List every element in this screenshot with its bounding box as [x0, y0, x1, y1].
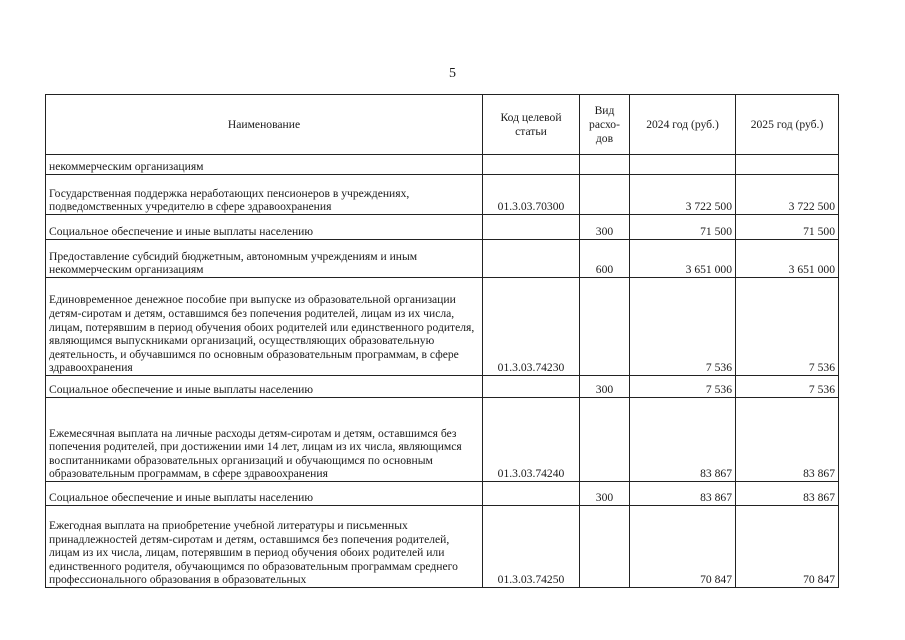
row-2025: 3 722 500	[736, 175, 839, 215]
row-type	[580, 398, 630, 482]
table-row	[46, 376, 839, 398]
row-name: Государственная поддержка неработающих пенсионеров в учреждениях, подведомственных учредителю в сфере здравоохранения	[46, 175, 483, 215]
row-2024: 71 500	[630, 215, 736, 240]
row-2025: 71 500	[736, 215, 839, 240]
row-type	[580, 278, 630, 376]
row-code: 01.3.03.74250	[483, 506, 580, 588]
row-type: 300	[580, 376, 630, 398]
row-name: Социальное обеспечение и иные выплаты населению	[46, 482, 483, 506]
row-2025: 83 867	[736, 398, 839, 482]
table-row	[46, 398, 839, 482]
header-2024: 2024 год (руб.)	[630, 95, 736, 155]
row-type	[580, 506, 630, 588]
row-name: Ежегодная выплата на приобретение учебной литературы и письменных принадлежностей детям-сиротам и детям, оставшимся без попечения родителей, лицам из их числа, лицам, потерявшим в период обучения обоих родителей или единственного родителя, обучающимся по образовательным программам среднего профессионального образования в образовательных	[46, 506, 483, 588]
row-2024: 7 536	[630, 376, 736, 398]
row-2024	[630, 155, 736, 175]
row-type: 300	[580, 215, 630, 240]
table-row	[46, 155, 839, 175]
table-row	[46, 506, 839, 588]
row-2025: 7 536	[736, 278, 839, 376]
table-row	[46, 482, 839, 506]
table-row	[46, 240, 839, 278]
budget-table	[45, 94, 839, 588]
table-row	[46, 278, 839, 376]
row-code	[483, 376, 580, 398]
row-code	[483, 215, 580, 240]
row-2024: 83 867	[630, 482, 736, 506]
header-2025: 2025 год (руб.)	[736, 95, 839, 155]
row-type	[580, 175, 630, 215]
row-2025	[736, 155, 839, 175]
header-code: Код целевой статьи	[483, 95, 580, 155]
table-row	[46, 175, 839, 215]
row-type: 300	[580, 482, 630, 506]
row-name: Социальное обеспечение и иные выплаты населению	[46, 376, 483, 398]
row-2024: 3 651 000	[630, 240, 736, 278]
row-name: Единовременное денежное пособие при выпуске из образовательной организации детям-сиротам и детям, оставшимся без попечения родителей, лицам из их числа, лицам, потерявшим в период обучения обоих родителей или единственного родителя, являющимся выпускниками организаций, осуществляющих образовательную деятельность, и обучавшимся по основным образовательным программам, в сфере здравоохранения	[46, 278, 483, 376]
row-name: некоммерческим организациям	[46, 155, 483, 175]
row-code: 01.3.03.74230	[483, 278, 580, 376]
row-2025: 70 847	[736, 506, 839, 588]
row-type: 600	[580, 240, 630, 278]
row-code: 01.3.03.74240	[483, 398, 580, 482]
row-2024: 70 847	[630, 506, 736, 588]
row-2024: 3 722 500	[630, 175, 736, 215]
row-code	[483, 240, 580, 278]
table-header-row	[46, 95, 839, 155]
row-name: Социальное обеспечение и иные выплаты населению	[46, 215, 483, 240]
row-code	[483, 482, 580, 506]
row-2025: 3 651 000	[736, 240, 839, 278]
header-type: Вид расхо-дов	[580, 95, 630, 155]
row-2024: 83 867	[630, 398, 736, 482]
row-name: Ежемесячная выплата на личные расходы детям-сиротам и детям, оставшимся без попечения родителей, при достижении ими 14 лет, лицам из их числа, являющимся воспитанниками образовательных организаций и обучающимся по основным образовательным программам, в сфере здравоохранения	[46, 398, 483, 482]
table-row	[46, 215, 839, 240]
row-code	[483, 155, 580, 175]
row-2025: 83 867	[736, 482, 839, 506]
row-type	[580, 155, 630, 175]
row-name: Предоставление субсидий бюджетным, автономным учреждениям и иным некоммерческим организациям	[46, 240, 483, 278]
row-2025: 7 536	[736, 376, 839, 398]
header-name: Наименование	[46, 95, 483, 155]
page-number: 5	[449, 66, 456, 81]
row-2024: 7 536	[630, 278, 736, 376]
row-code: 01.3.03.70300	[483, 175, 580, 215]
